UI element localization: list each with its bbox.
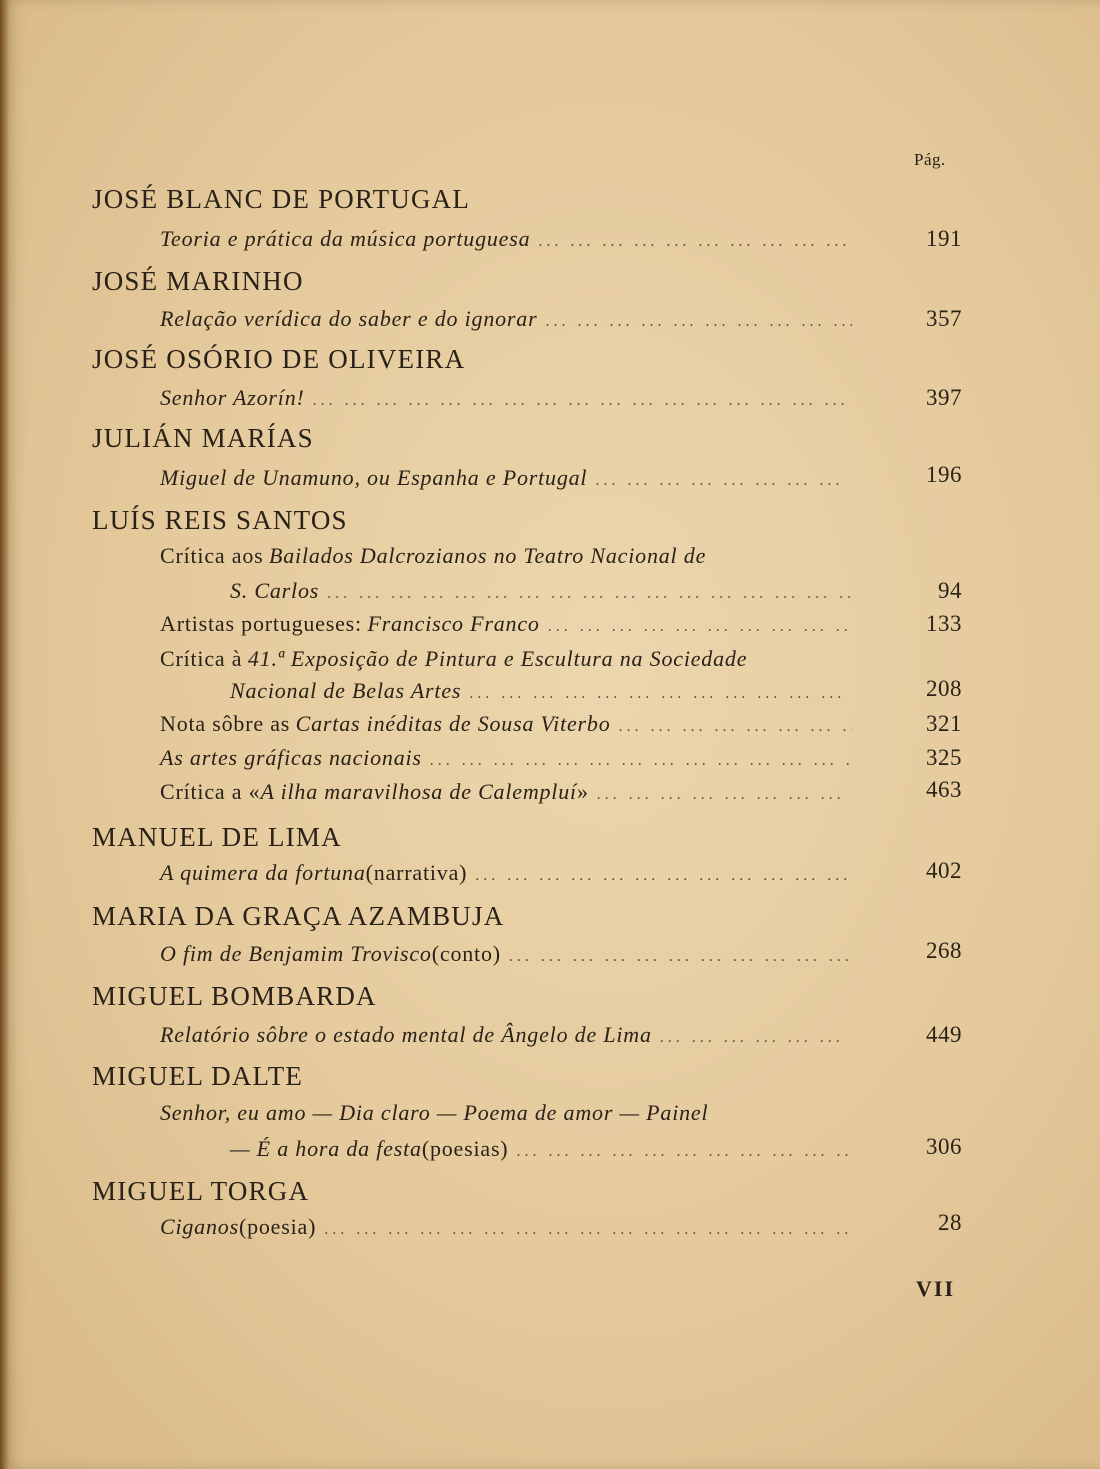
leader-dots bbox=[430, 752, 852, 770]
page-number: 306 bbox=[926, 1134, 962, 1159]
work-title: Senhor Azorín! bbox=[160, 385, 305, 410]
toc-line[interactable] bbox=[160, 711, 852, 737]
leader-dots bbox=[475, 867, 852, 885]
toc-line[interactable] bbox=[160, 385, 852, 411]
toc-line[interactable] bbox=[160, 465, 852, 491]
work-title: Relatório sôbre o estado mental de Ângelo de Lima bbox=[160, 1022, 652, 1047]
toc-line[interactable] bbox=[160, 745, 852, 771]
leader-dots bbox=[548, 618, 852, 636]
author-name: MIGUEL DALTE bbox=[92, 1061, 304, 1091]
author-name: MIGUEL BOMBARDA bbox=[92, 981, 377, 1011]
page-number: 208 bbox=[926, 676, 962, 701]
work-title: As artes gráficas nacionais bbox=[160, 745, 422, 770]
title-suffix: (poesias) bbox=[421, 1136, 509, 1161]
toc-line[interactable] bbox=[160, 860, 852, 886]
author-name: JOSÉ BLANC DE PORTUGAL bbox=[92, 184, 471, 214]
toc-line-continuation[interactable] bbox=[230, 578, 852, 604]
work-title: Ciganos bbox=[160, 1214, 239, 1239]
page-number: 268 bbox=[926, 938, 962, 963]
toc-line-continuation[interactable] bbox=[230, 678, 852, 704]
toc-line[interactable] bbox=[160, 1100, 870, 1126]
page-spine-shadow bbox=[0, 0, 9, 1469]
leader-dots bbox=[595, 472, 852, 490]
author-name: MIGUEL TORGA bbox=[92, 1176, 310, 1206]
work-title: A ilha maravilhosa de Calempluí bbox=[260, 779, 577, 804]
work-title: O fim de Benjamim Trovisco bbox=[160, 941, 432, 966]
leader-dots bbox=[313, 392, 852, 410]
toc-line[interactable] bbox=[160, 1214, 852, 1240]
leader-dots bbox=[327, 585, 852, 603]
work-title: Senhor, eu amo — Dia claro — Poema de amor — Painel bbox=[160, 1100, 709, 1125]
page-number: 402 bbox=[926, 858, 962, 883]
toc-line[interactable] bbox=[160, 226, 852, 252]
leader-dots bbox=[619, 718, 852, 736]
leader-dots bbox=[538, 233, 852, 251]
work-title: S. Carlos bbox=[230, 578, 320, 603]
toc-line-continuation[interactable] bbox=[230, 1136, 852, 1162]
title-prefix: Crítica aos bbox=[160, 543, 264, 568]
work-title: — É a hora da festa bbox=[230, 1136, 422, 1161]
leader-dots bbox=[469, 685, 852, 703]
title-prefix: Artistas portugueses: bbox=[160, 611, 362, 636]
toc-line[interactable] bbox=[160, 1022, 852, 1048]
page-number: 463 bbox=[926, 777, 962, 802]
page-number: 357 bbox=[926, 306, 962, 331]
page-folio: VII bbox=[916, 1276, 956, 1301]
page-number: 28 bbox=[938, 1210, 962, 1235]
author-name: JULIÁN MARÍAS bbox=[92, 423, 314, 453]
page-number: 196 bbox=[926, 462, 962, 487]
work-title: Francisco Franco bbox=[367, 611, 540, 636]
page-number: 449 bbox=[926, 1022, 962, 1047]
title-suffix: (poesia) bbox=[238, 1214, 317, 1239]
toc-line[interactable] bbox=[160, 646, 852, 672]
title-prefix: Nota sôbre as bbox=[160, 711, 291, 736]
page-column-label: Pág. bbox=[914, 150, 946, 169]
leader-dots bbox=[324, 1221, 852, 1239]
author-name: MARIA DA GRAÇA AZAMBUJA bbox=[92, 901, 505, 931]
author-name: LUÍS REIS SANTOS bbox=[92, 505, 348, 535]
title-suffix: » bbox=[576, 779, 589, 804]
page-number: 321 bbox=[926, 711, 962, 736]
page-number: 325 bbox=[926, 745, 962, 770]
leader-dots bbox=[597, 786, 852, 804]
toc-line[interactable] bbox=[160, 941, 852, 967]
author-name: JOSÉ OSÓRIO DE OLIVEIRA bbox=[92, 344, 466, 374]
work-title: Cartas inéditas de Sousa Viterbo bbox=[295, 711, 611, 736]
toc-line[interactable] bbox=[160, 543, 852, 569]
title-suffix: (conto) bbox=[431, 941, 501, 966]
title-prefix: Crítica à bbox=[160, 646, 243, 671]
leader-dots bbox=[516, 1143, 852, 1161]
author-name: MANUEL DE LIMA bbox=[92, 822, 342, 852]
work-title: A quimera da fortuna bbox=[160, 860, 366, 885]
author-name: JOSÉ MARINHO bbox=[92, 266, 304, 296]
toc-line[interactable] bbox=[160, 306, 852, 332]
leader-dots bbox=[660, 1029, 852, 1047]
page-number: 397 bbox=[926, 385, 962, 410]
title-prefix: Crítica a « bbox=[160, 779, 261, 804]
leader-dots bbox=[509, 948, 852, 966]
title-suffix: (narrativa) bbox=[365, 860, 468, 885]
work-title: Teoria e prática da música portuguesa bbox=[160, 226, 531, 251]
work-title: Miguel de Unamuno, ou Espanha e Portugal bbox=[160, 465, 588, 490]
page-number: 133 bbox=[926, 611, 962, 636]
toc-line[interactable] bbox=[160, 611, 852, 637]
work-title: 41.ª Exposição de Pintura e Escultura na Sociedade bbox=[247, 646, 748, 671]
toc-line[interactable] bbox=[160, 779, 852, 805]
work-title: Relação verídica do saber e do ignorar bbox=[160, 306, 538, 331]
work-title: Bailados Dalcrozianos no Teatro Nacional de bbox=[269, 543, 707, 568]
page-number: 191 bbox=[926, 226, 962, 251]
work-title: Nacional de Belas Artes bbox=[230, 678, 462, 703]
leader-dots bbox=[545, 313, 852, 331]
page-number: 94 bbox=[938, 578, 962, 603]
